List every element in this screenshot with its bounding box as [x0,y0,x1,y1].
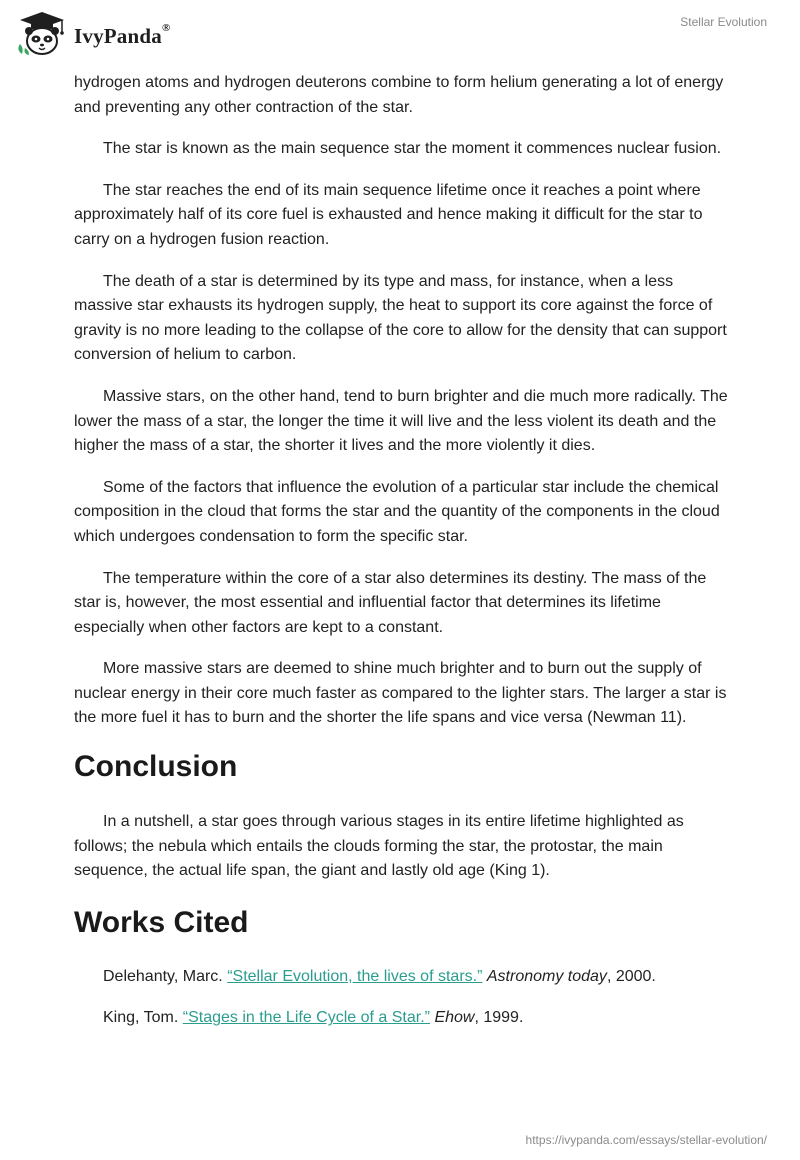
citation-source: Ehow [434,1009,475,1027]
works-cited-heading: Works Cited [74,905,249,939]
conclusion-heading: Conclusion [74,750,238,784]
body-paragraph: The star is known as the main sequence star the moment it commences nuclear fusion. [103,140,722,158]
citation-link[interactable]: “Stellar Evolution, the lives of stars.” [227,967,483,985]
citation-author: Delehanty, Marc. [103,967,228,985]
body-paragraph: Massive stars, on the other hand, tend to burn brighter and die much more radically. The lower the mass of a star, the longer the time it will live and the less violent its death and the higher the mass of a star, the shorter it lives and the more violently it dies. [74,387,728,455]
body-paragraph: Some of the factors that influence the evolution of a particular star include the chemical composition in the cloud that forms the star and the quantity of the components in the cloud which undergoes condensation to form the specific star. [74,478,720,545]
body-paragraph: hydrogen atoms and hydrogen deuterons combine to form helium generating a lot of energy and preventing any other contraction of the star. [74,74,724,116]
citation-entry [74,1006,734,1031]
citation-source: Astronomy today [486,967,607,985]
body-paragraph: The death of a star is determined by its type and mass, for instance, when a less massive star exhausts its hydrogen supply, the heat to support its core against the force of gravity is no more leading to the collapse of the core to allow for the density that can support conversion of helium to carbon. [74,272,727,364]
citation-author: King, Tom. [103,1009,183,1027]
footer-url[interactable]: https://ivypanda.com/essays/stellar-evolution/ [525,1133,767,1147]
conclusion-paragraph: In a nutshell, a star goes through various stages in its entire lifetime highlighted as follows; the nebula which entails the clouds forming the star, the protostar, the main sequence, the actual life span, the giant and lastly old age (King 1). [74,813,684,880]
body-paragraph: The temperature within the core of a star also determines its destiny. The mass of the star is, however, the most essential and influential factor that determines its lifetime especially when other factors are kept to a constant. [74,569,707,636]
page-header [0,0,800,70]
document-title: Stellar Evolution [680,15,767,29]
essay-content [74,71,734,1048]
citation-entry [74,965,734,990]
brand-name: IvyPanda® [74,21,171,48]
body-paragraph: More massive stars are deemed to shine much brighter and to burn out the supply of nuclear energy in their core much faster as compared to the lighter stars. The larger a star is the more fuel it has to burn and the shorter the life spans and vice versa (Newman 11). [74,660,727,727]
brand-logo[interactable] [14,8,170,58]
citation-link[interactable]: “Stages in the Life Cycle of a Star.” [182,1009,430,1027]
panda-logo-icon [14,8,70,58]
body-paragraph: The star reaches the end of its main sequence lifetime once it reaches a point where approximately half of its core fuel is exhausted and hence making it difficult for the star to carry on a hydrogen fusion reaction. [74,181,703,248]
citation-year: , 1999. [474,1009,524,1027]
citation-year: , 2000. [606,967,656,985]
